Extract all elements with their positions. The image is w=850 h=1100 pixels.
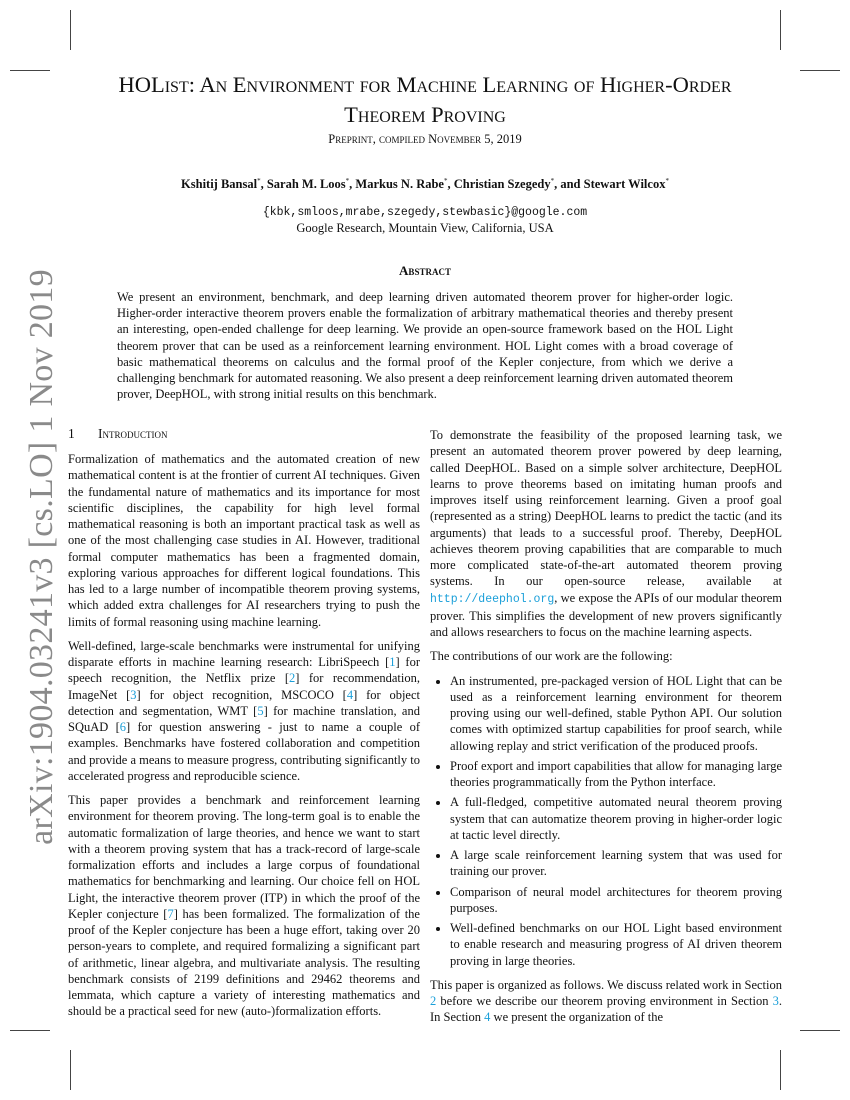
paragraph-text: we present the organization of the [490,1010,664,1025]
affiliation-mark: * [443,177,448,185]
citation-link[interactable]: 4 [484,1010,491,1025]
paragraph-text: The contributions of our work are the following: [430,649,673,664]
citation-link[interactable]: 4 [346,687,354,702]
author-list [0,177,850,192]
paragraph-text: ] for speech recognition, the Netflix prize [ [68,655,421,686]
paragraph-text: ] for recommendation, ImageNet [ [68,671,420,702]
paragraph [68,792,420,1020]
paragraph [430,427,782,640]
paragraph-text: , we expose the APIs of our modular theorem prover. This simplifies the development of new provers significantly and allows researchers to focus on the machine learning aspects. [430,590,782,639]
contribution-item: • A large scale reinforcement learning system that was used for training our prover. [450,847,782,880]
crop-mark [800,1030,840,1031]
affiliation-mark: * [550,177,555,185]
citation-link[interactable]: 3 [772,994,779,1008]
contribution-item: • An instrumented, pre-packaged version of HOL Light that can be used as a reinforcement learning environment for theorem proving using our well-defined, stable Python API. Our solution comes with optimized startup capabilities for proof search, while allowing replay and strict verification of the produced proofs. [450,673,782,754]
paragraph [430,648,782,664]
author-name: Markus N. Rabe [355,177,444,192]
affiliation: Google Research, Mountain View, California, USA [296,221,554,235]
paragraph-text: Well-defined, large-scale benchmarks were instrumental for unifying disparate efforts in machine learning research: LibriSpeech [ [68,638,420,669]
paragraph-text: To demonstrate the feasibility of the proposed learning task, we present an automated theorem prover powered by deep learning, called DeepHOL. Based on a simple solver architecture, DeepHOL learns to prove theorems based on imitating human proofs and improves itself using reinforcement learning. Given a proof goal (represented as a string) DeepHOL learns to predict the tactic (and its arguments) that leads to a successful proof. Thereby, DeepHOL achieves theorem proving capabilities that are comparable to much more complicated state-of-the-art automated theorem proving systems. In our open-source release, available at [430,428,782,589]
arxiv-stamp: arXiv:1904.03241v3 [cs.LO] 1 Nov 2019 [23,269,60,845]
citation-link[interactable]: 1 [389,655,396,669]
paragraph [430,977,782,1026]
crop-mark [780,10,781,50]
paragraph-text: This paper is organized as follows. We discuss related work in Section [430,977,782,992]
paragraph-text: ] for question answering - just to name a couple of examples. Benchmarks have fostered collaboration and competition and provide a means to measure progress, contributing significantly to accelerated progress and reproducible science. [68,720,421,783]
section-heading [68,426,168,442]
left-column [68,451,420,1028]
paragraph [68,638,420,784]
contributions-list [430,673,782,969]
abstract-text: We present an environment, benchmark, and deep learning driven automated theorem prover for higher-order logic. Higher-order interactive theorem provers enable the formalization of arbitrary mathematical theories and thereby present an interesting, open-ended challenge for deep learning. We provide an open-source framework based on the HOL Light theorem prover that can be used as a reinforcement learning environment. HOL Light comes with a broad coverage of basic mathematical theorems on calculus and the formal proof of the Kepler conjecture, from which we derive a challenging benchmark for automated reasoning. We also present a deep reinforcement learning driven automated theorem prover, DeepHOL, with strong initial results on this benchmark. [117,290,733,402]
author-name: Christian Szegedy [453,177,551,192]
section-number: 1 [68,426,75,441]
right-column [430,427,782,1034]
contribution-item: • Well-defined benchmarks on our HOL Light based environment to enable research and measuring progress of AI driven theorem proving in large theories. [450,920,782,969]
author-name: Stewart Wilcox [583,177,666,192]
preprint-note: Preprint, compiled November 5, 2019 [328,132,522,146]
crop-mark [10,1030,50,1031]
paragraph-text: This paper provides a benchmark and reinforcement learning environment for theorem proving. The long-term goal is to enable the automatic formalization of large theories, and hence we want to start with a theorem proving system that has a track-record of large-scale formalization efforts and includes a large corpus of foundational mathematics for benchmarking and learning. Our choice fell on HOL Light, the interactive theorem prover (ITP) in which the proof of the Kepler conjecture [ [68,793,420,921]
paragraph-text: . In Section [430,994,782,1025]
crop-mark [780,1050,781,1090]
contribution-item: • Proof export and import capabilities that allow for managing large theories programmatically from the Python interface. [450,758,782,791]
paragraph-text: ] for object detection and segmentation, WMT [ [68,687,421,718]
title-line-1: HOList: An Environment for Machine Learning of Higher-Order [118,72,732,97]
citation-link[interactable]: 6 [119,720,127,734]
author-separator: , [260,177,267,192]
contribution-item: • Comparison of neural model architectures for theorem proving purposes. [450,884,782,917]
paper-title [0,70,850,130]
citation-link[interactable]: 7 [167,906,174,921]
contribution-item: • A full-fledged, competitive automated neural theorem proving system that can automatize theorem proving in higher-order logic at tactic level directly. [450,794,782,843]
author-name: Sarah M. Loos [266,177,346,192]
affiliation-mark: * [257,177,261,185]
crop-mark [70,1050,71,1090]
author-emails: {kbk,smloos,mrabe,szegedy,stewbasic}@google.com [262,206,588,219]
author-name: Kshitij Bansal [181,177,258,192]
author-separator: , and [554,177,584,192]
paragraph [68,451,420,630]
affiliation-mark: * [345,177,350,185]
affiliation-mark: * [665,177,669,185]
paragraph-text: ] has been formalized. The formalization of the proof of the Kepler conjecture has been a huge effort, taking over 20 person-years to complete, and required formalizing a significant part of arithmetic, linear algebra, and multivariate analysis. The resulting benchmark consists of 2199 definitions and 29462 theorems and lemmata, which capture a variety of interesting mathematics and should be a practical seed for new (auto-)formalization efforts. [68,906,420,1019]
author-separator: , [447,177,454,192]
author-separator: , [349,177,356,192]
crop-mark [70,10,71,50]
abstract-heading: Abstract [399,263,451,278]
citation-link[interactable]: 5 [257,703,264,718]
citation-link[interactable]: 3 [130,687,137,702]
citation-link[interactable]: 2 [430,994,437,1008]
title-line-2: Theorem Proving [344,102,506,127]
citation-link[interactable]: 2 [289,671,296,686]
paragraph-text: before we describe our theorem proving environment in Section [436,994,773,1008]
section-title: Introduction [98,426,168,441]
paragraph-text: ] for object recognition, MSCOCO [ [136,687,347,702]
url-link[interactable]: http://deephol.org [430,592,555,606]
paragraph-text: Formalization of mathematics and the automated creation of new mathematical content is at the frontier of current AI techniques. Given the fundamental nature of mathematics and its importance for most scientific disciplines, the capability for high level formal mathematical reasoning is both an important practical task as well as one of the most challenging case studies in AI. However, traditional formal computer mathematics has been a fragmented domain, exploring various approaches for different logical foundations. This has led to a large number of incompatible theorem proving systems, which added extra challenges for AI researchers trying to push the limits of formal reasoning using machine learning. [68,452,420,629]
paragraph-text: ] for machine translation, and SQuAD [ [68,703,420,734]
